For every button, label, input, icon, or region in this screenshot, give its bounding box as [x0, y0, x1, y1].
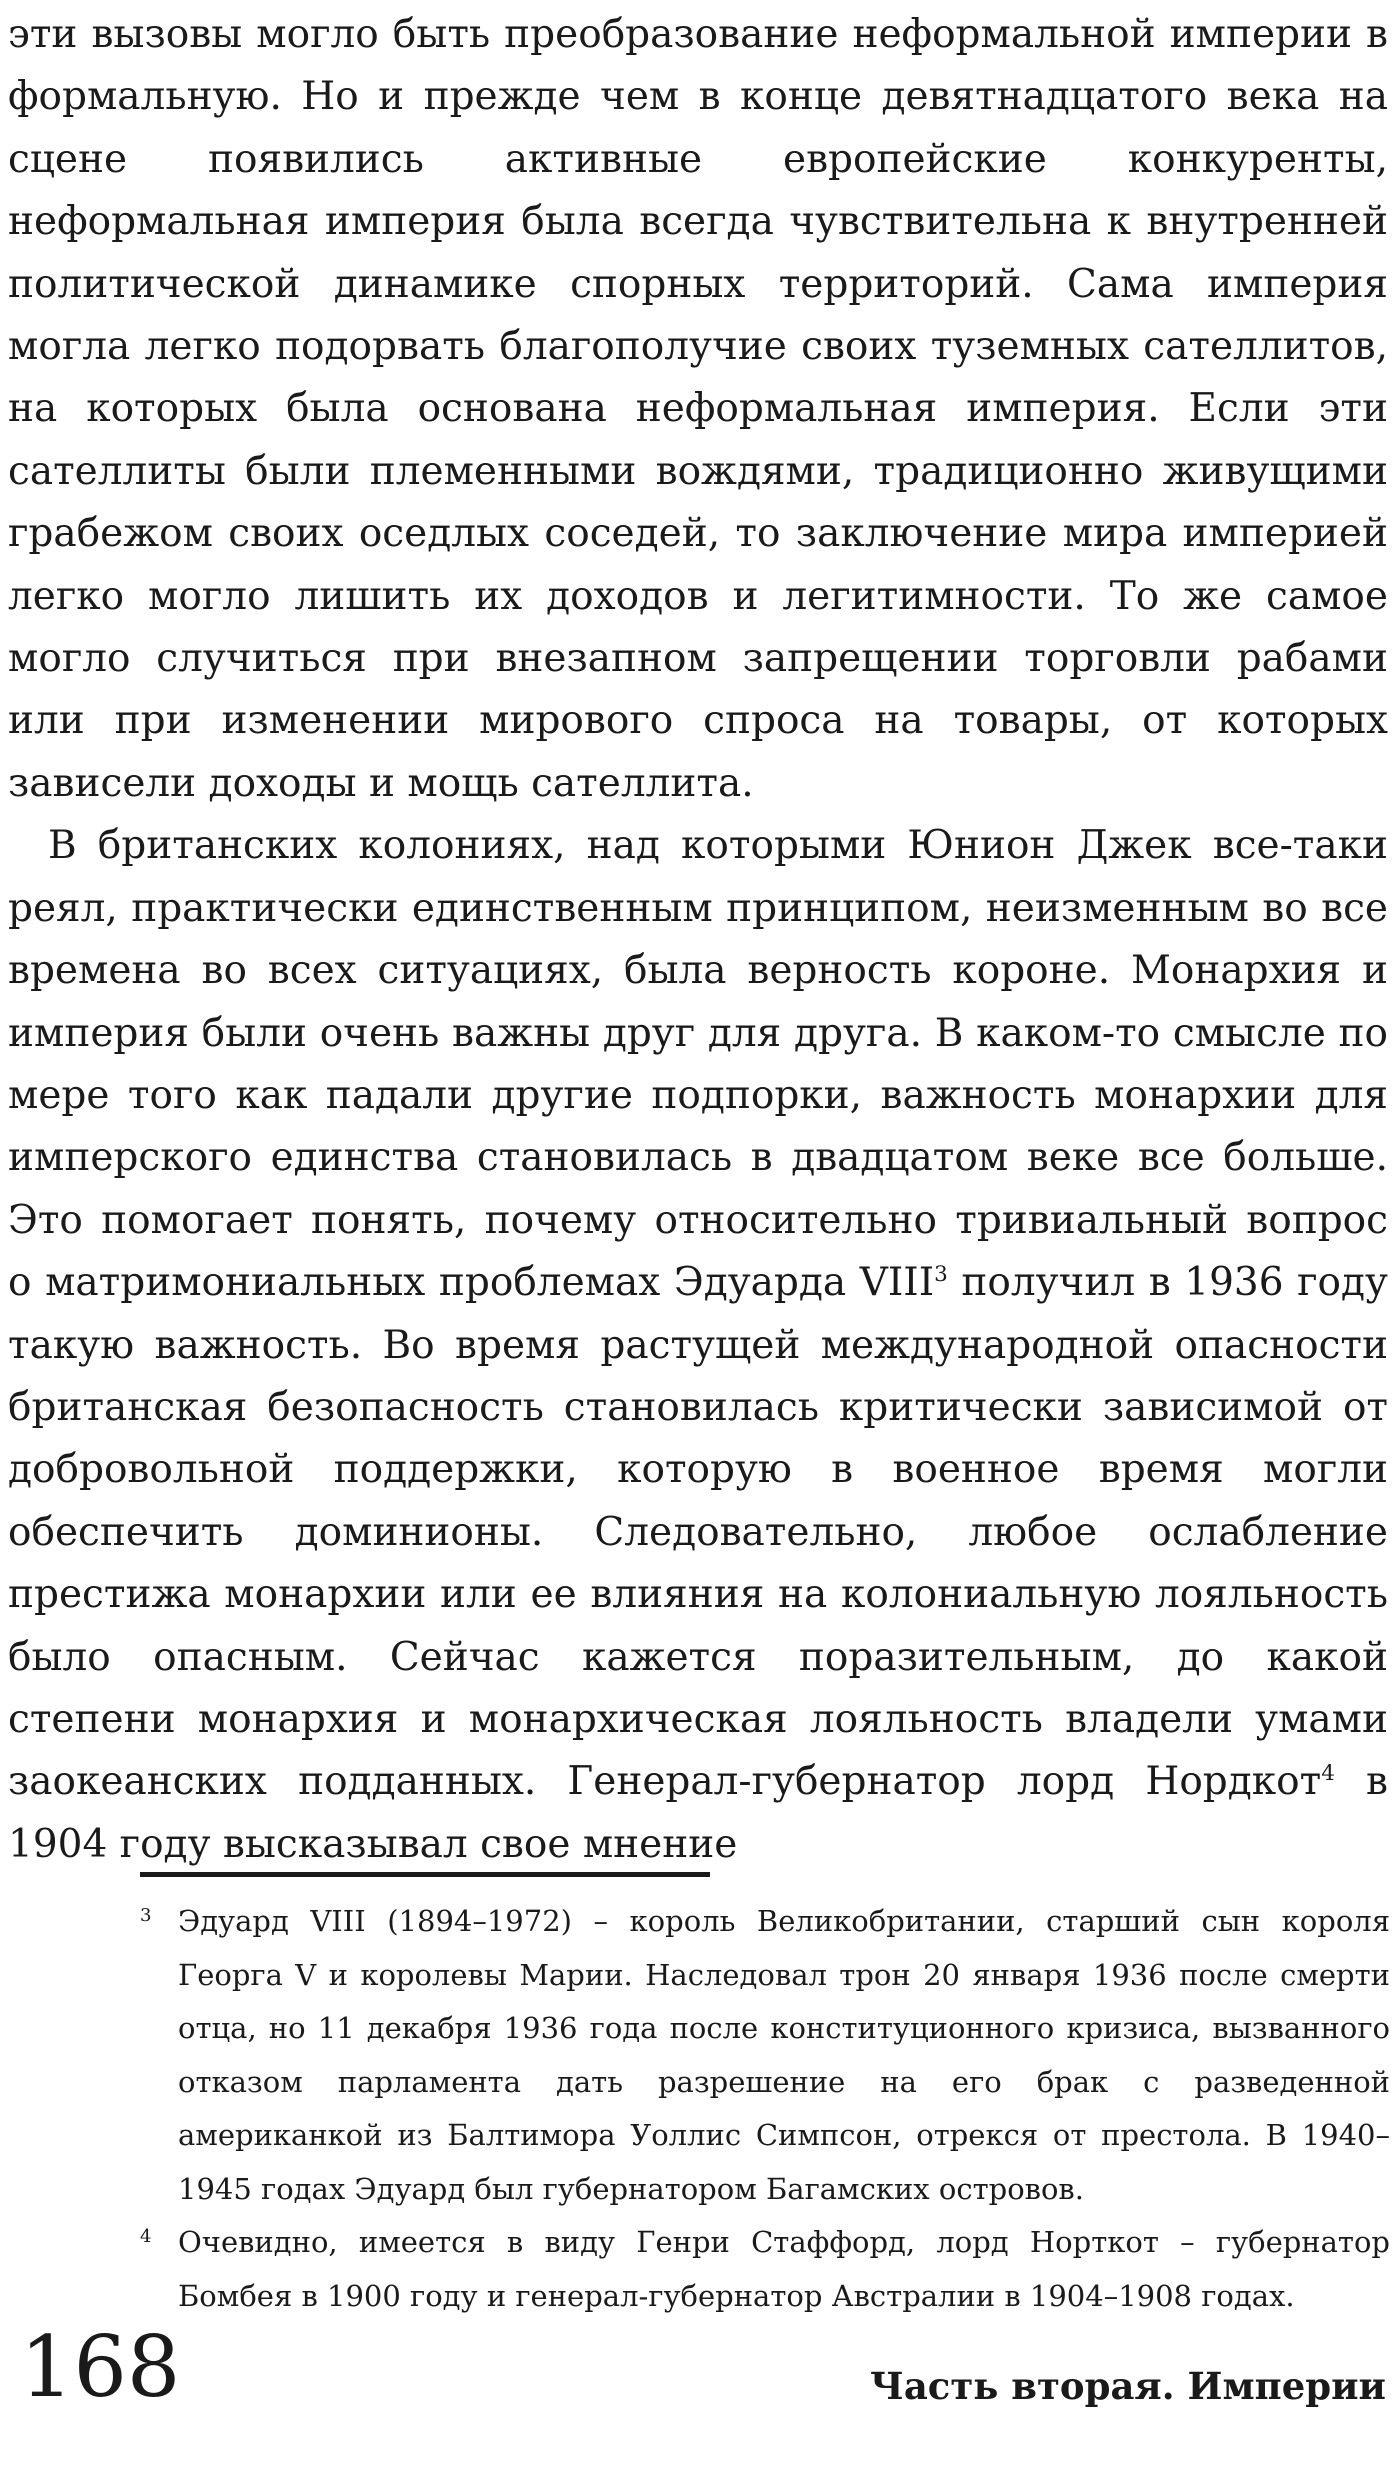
paragraph-1-text: эти вызовы могло быть преобразование неформальной империи в формальную. Но и прежде чем в конце девятнадцатого века на сцене появились активные европейские конкуренты, неформальная империя была всегда чувствительна к внутренней политической динамике спорных территорий. Сама империя могла легко подорвать благополучие своих туземных сателлитов, на которых была основана неформальная империя. Если эти сателлиты были племенными вождями, традиционно живущими грабежом своих оседлых соседей, то заключение мира империей легко могло лишить их доходов и легитимности. То же самое могло случиться при внезапном запрещении торговли рабами или при изменении мирового спроса на товары, от которых зависели доходы и мощь сателлита.: [8, 12, 1388, 806]
footnote-number: 3: [140, 1905, 152, 1926]
footnote-3: [140, 1895, 1390, 2216]
footnote-separator: [140, 1872, 710, 1877]
footnote-text: Эдуард VIII (1894–1972) – король Великобритании, старший сын короля Георга V и королевы Марии. Наследовал трон 20 января 1936 после смерти отца, но 11 декабря 1936 года после конституционного кризиса, вызванного отказом парламента дать разрешение на его брак с разведенной американкой из Балтимора Уоллис Симпсон, отрекся от престола. В 1940–1945 годах Эдуард был губернатором Багамских островов.: [178, 1904, 1390, 2206]
page-number: 168: [20, 2318, 181, 2416]
footnote-reference-4[interactable]: 4: [1321, 1761, 1335, 1787]
paragraph: [8, 815, 1388, 1876]
footnote-4: [140, 2216, 1390, 2323]
paragraph-2-text-c: в 1904 году высказывал свое мнение: [8, 1759, 1388, 1867]
footnotes: [140, 1895, 1390, 2323]
running-title: Часть вторая. Империи: [870, 2364, 1386, 2408]
footnote-number: 4: [140, 2226, 152, 2247]
body-text: [8, 4, 1388, 1876]
footnote-reference-3[interactable]: 3: [934, 1262, 948, 1288]
paragraph-continued: [8, 4, 1388, 815]
paragraph-2-text-b: получил в 1936 году такую важность. Во время растущей международной опасности британская безопасность становилась критически зависимой от добровольной поддержки, которую в военное время могли обеспечить доминионы. Следовательно, любое ослабление престижа монархии или ее влияния на колониальную лояльность было опасным. Сейчас кажется поразительным, до какой степени монархия и монархическая лояльность владели умами заокеанских подданных. Генерал-губернатор лорд Нордкот: [8, 1260, 1388, 1805]
paragraph-2-text-a: В британских колониях, над которыми Юнион Джек все-таки реял, практически единственным принципом, неизменным во все времена во всех ситуациях, была верность короне. Монархия и империя были очень важны друг для друга. В каком-то смысле по мере того как падали другие подпорки, важность монархии для имперского единства становилась в двадцатом веке все больше. Это помогает понять, почему относительно тривиальный вопрос о матримониальных проблемах Эдуарда VIII: [8, 823, 1388, 1306]
footnote-text: Очевидно, имеется в виду Генри Стаффорд, лорд Норткот – губернатор Бомбея в 1900 году и генерал-губернатор Австралии в 1904–1908 годах.: [178, 2225, 1390, 2313]
